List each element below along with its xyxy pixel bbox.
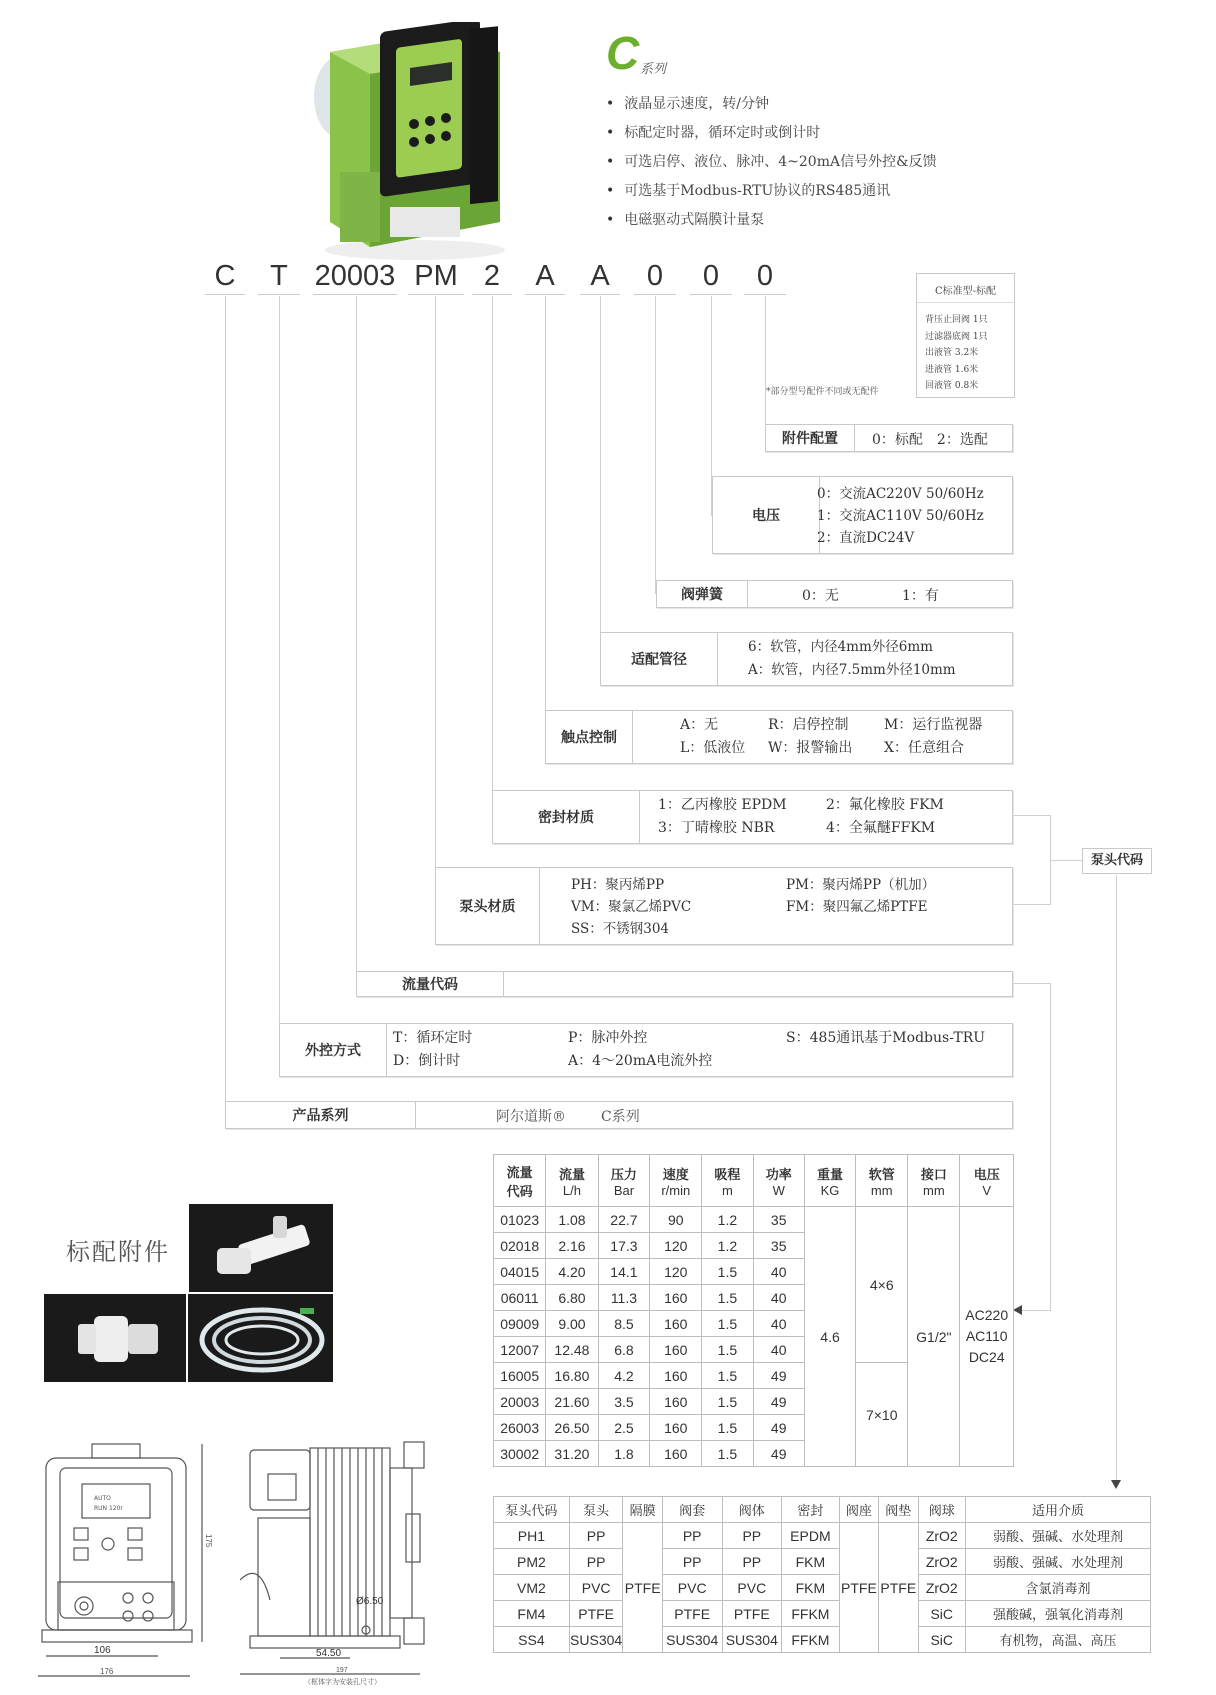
cell-speed: 160: [650, 1311, 702, 1337]
feature-item: • 标配定时器，循环定时或倒计时: [606, 119, 937, 148]
col-header-unit: mm: [870, 1182, 893, 1198]
cell-speed: 160: [650, 1285, 702, 1311]
head-opt: SS：不锈钢304: [571, 921, 670, 937]
control-label: 外控方式: [280, 1024, 387, 1076]
std-config-box: [916, 273, 1015, 398]
seal-opt: 2：氟化橡胶 FKM: [826, 797, 944, 813]
flow-code-label: 流量代码: [357, 972, 504, 996]
contact-opt: W：报警输出: [768, 740, 853, 756]
cell-valve-ball: SiC: [918, 1627, 965, 1653]
cell-code: 16005: [494, 1363, 546, 1389]
seal-opt: 1：乙丙橡胶 EPDM: [658, 797, 787, 813]
series-suffix: 系列: [640, 62, 667, 77]
cell-speed: 120: [650, 1259, 702, 1285]
cell-flow: 4.20: [546, 1259, 598, 1285]
accessories-label: 标配附件: [66, 1238, 170, 1266]
cell-code: 04015: [494, 1259, 546, 1285]
cell-pressure: 1.8: [598, 1441, 650, 1467]
cell-flow: 9.00: [546, 1311, 598, 1337]
col-header: 流量: [558, 1167, 585, 1183]
series-letter: C: [606, 27, 640, 79]
cell-valve-sleeve: PP: [662, 1549, 722, 1575]
cell-valve-body: PVC: [722, 1575, 782, 1601]
cell-head-code: PM2: [494, 1549, 570, 1575]
control-opt: P：脉冲外控: [568, 1030, 648, 1046]
spring-box: [656, 580, 1013, 608]
col-header: 隔膜: [623, 1497, 662, 1523]
cell-speed: 160: [650, 1337, 702, 1363]
head-opt: PH：聚丙烯PP: [571, 877, 665, 893]
dim-106: 106: [94, 1645, 111, 1656]
cell-code: 01023: [494, 1207, 546, 1233]
pumphead-code-tag: 泵头代码: [1082, 848, 1152, 874]
cell-valve-body: PP: [722, 1523, 782, 1549]
col-header-unit: V: [982, 1182, 992, 1198]
tube-box: [600, 632, 1013, 686]
contact-opt: A：无: [680, 717, 719, 733]
voltage-label: 电压: [713, 477, 820, 553]
cell-flow: 31.20: [546, 1441, 598, 1467]
cell-power: 40: [753, 1337, 804, 1363]
cell-medium: 有机物，高温、高压: [966, 1627, 1151, 1653]
cell-medium: 强酸碱，强氧化消毒剂: [966, 1601, 1151, 1627]
feature-item: • 可选启停、液位、脉冲、4~20mA信号外控&反馈: [606, 148, 937, 177]
cell-voltage: AC220 AC110 DC24: [960, 1207, 1014, 1467]
cell-pressure: 11.3: [598, 1285, 650, 1311]
feature-list: [606, 90, 937, 235]
cell-power: 49: [753, 1441, 804, 1467]
head-opt: PM：聚丙烯PP（机加）: [786, 877, 936, 893]
dim-176: 176: [100, 1667, 114, 1676]
tube-label: 适配管径: [601, 633, 718, 685]
std-config-note: *部分型号配件不同或无配件: [766, 387, 879, 397]
contact-label: 触点控制: [546, 711, 633, 763]
control-opt: S：485通讯基于Modbus-TRU: [786, 1030, 986, 1046]
voltage-line: 1：交流AC110V 50/60Hz: [817, 508, 984, 524]
code-accessory: 0: [744, 258, 786, 295]
col-header-unit: mm: [922, 1182, 945, 1198]
flow-code-box: [356, 971, 1013, 997]
cell-pressure: 8.5: [598, 1311, 650, 1337]
spring-label: 阀弹簧: [657, 581, 748, 607]
cell-pressure: 3.5: [598, 1389, 650, 1415]
cell-suction: 1.5: [702, 1389, 753, 1415]
cell-speed: 160: [650, 1441, 702, 1467]
cell-power: 35: [753, 1207, 804, 1233]
cell-suction: 1.5: [702, 1337, 753, 1363]
code-seal: 2: [472, 258, 512, 295]
cell-weight: 4.6: [804, 1207, 855, 1467]
cell-valve-sleeve: PP: [662, 1523, 722, 1549]
voltage-box: [712, 476, 1013, 554]
table-row: [494, 1549, 1151, 1575]
cell-flow: 16.80: [546, 1363, 598, 1389]
code-head: PM: [408, 258, 464, 295]
col-header: 泵头代码: [494, 1497, 570, 1523]
accessory-text: 0：标配 2：选配: [872, 432, 988, 448]
cell-head: PTFE: [569, 1601, 623, 1627]
cell-medium: 含氯消毒剂: [966, 1575, 1151, 1601]
cell-valve-sleeve: PVC: [662, 1575, 722, 1601]
col-header-unit: Bar: [613, 1182, 635, 1198]
cell-seal: FKM: [782, 1549, 840, 1575]
contact-opt: X：任意组合: [884, 740, 964, 756]
spring-opt-1: 1：有: [902, 588, 939, 604]
cell-valve-seat: PTFE: [839, 1523, 878, 1653]
cell-valve-ball: ZrO2: [918, 1575, 965, 1601]
cell-suction: 1.5: [702, 1415, 753, 1441]
col-header: 接口: [920, 1167, 947, 1183]
head-opt: VM：聚氯乙烯PVC: [571, 899, 692, 915]
col-header: 速度: [662, 1167, 689, 1183]
pump-product-image: [310, 22, 520, 262]
cell-valve-sleeve: SUS304: [662, 1627, 722, 1653]
seal-label: 密封材质: [493, 791, 640, 843]
cell-power: 49: [753, 1415, 804, 1441]
cell-power: 40: [753, 1311, 804, 1337]
cell-valve-body: PTFE: [722, 1601, 782, 1627]
cell-suction: 1.5: [702, 1363, 753, 1389]
col-header-unit: 代码: [506, 1184, 533, 1200]
contact-opt: M：运行监视器: [884, 717, 983, 733]
code-contact: A: [525, 258, 565, 295]
cell-seal: EPDM: [782, 1523, 840, 1549]
voltage-line: 2：直流DC24V: [817, 530, 915, 546]
feature-item: • 电磁驱动式隔膜计量泵: [606, 206, 937, 235]
seal-opt: 3：丁晴橡胶 NBR: [658, 820, 775, 836]
cell-code: 20003: [494, 1389, 546, 1415]
std-config-item: 进液管 1.6米: [925, 364, 979, 375]
cell-head: PP: [569, 1523, 623, 1549]
table-row: [494, 1601, 1151, 1627]
cell-valve-ball: SiC: [918, 1601, 965, 1627]
std-config-item: 过滤器底阀 1只: [925, 331, 988, 342]
cell-code: 06011: [494, 1285, 546, 1311]
contact-opt: L：低液位: [680, 740, 746, 756]
std-config-item: 背压止回阀 1只: [925, 315, 988, 325]
front-view-drawing: [38, 1434, 213, 1684]
col-header: 软管: [868, 1167, 895, 1183]
cell-pressure: 14.1: [598, 1259, 650, 1285]
code-voltage: 0: [690, 258, 732, 295]
std-config-item: 出液管 3.2米: [925, 348, 979, 358]
series-text: C系列: [601, 1109, 640, 1125]
col-header: 阀座: [839, 1497, 878, 1523]
cell-pressure: 4.2: [598, 1363, 650, 1389]
accessory-label: 附件配置: [766, 425, 855, 451]
col-header: 阀套: [662, 1497, 722, 1523]
dim-5450: 54.50: [316, 1648, 342, 1659]
spring-opt-0: 0：无: [802, 588, 839, 604]
table-row: [494, 1575, 1151, 1601]
head-table: [493, 1496, 1151, 1653]
control-box: [279, 1023, 1013, 1077]
cell-valve-ball: ZrO2: [918, 1549, 965, 1575]
cell-suction: 1.5: [702, 1285, 753, 1311]
cell-flow: 12.48: [546, 1337, 598, 1363]
drawing-caption: （框体字为安装孔尺寸）: [304, 1678, 381, 1686]
col-header-unit: m: [721, 1182, 733, 1198]
cell-seal: FKM: [782, 1575, 840, 1601]
cell-speed: 160: [650, 1389, 702, 1415]
cell-flow: 26.50: [546, 1415, 598, 1441]
col-header: 重量: [817, 1167, 844, 1183]
cell-flow: 6.80: [546, 1285, 598, 1311]
cell-tube: 4×6: [856, 1207, 908, 1363]
spec-table: [493, 1154, 1014, 1467]
col-header: 适用介质: [966, 1497, 1151, 1523]
cell-valve-sleeve: PTFE: [662, 1601, 722, 1627]
contact-box: [545, 710, 1013, 764]
cell-head-code: SS4: [494, 1627, 570, 1653]
cell-seal: FFKM: [782, 1601, 840, 1627]
voltage-line: 0：交流AC220V 50/60Hz: [817, 486, 984, 502]
series-label: 产品系列: [226, 1102, 416, 1128]
cell-medium: 弱酸、强碱、水处理剂: [966, 1549, 1151, 1575]
cell-tube: 7×10: [856, 1363, 908, 1467]
tube-line: A：软管，内径7.5mm外径10mm: [748, 662, 956, 678]
cell-speed: 160: [650, 1363, 702, 1389]
cell-power: 49: [753, 1389, 804, 1415]
cell-seal: FFKM: [782, 1627, 840, 1653]
code-spring: 0: [634, 258, 676, 295]
cell-head: PVC: [569, 1575, 623, 1601]
cell-code: 02018: [494, 1233, 546, 1259]
tube-line: 6：软管，内径4mm外径6mm: [748, 639, 933, 655]
col-header: 泵头: [569, 1497, 623, 1523]
cell-suction: 1.5: [702, 1259, 753, 1285]
dim-175: 175: [204, 1534, 213, 1548]
table-row: [494, 1523, 1151, 1549]
col-header: 功率: [765, 1167, 792, 1183]
cell-suction: 1.5: [702, 1311, 753, 1337]
col-header: 密封: [782, 1497, 840, 1523]
head-material-box: [435, 867, 1013, 945]
cell-pressure: 17.3: [598, 1233, 650, 1259]
head-opt: FM：聚四氟乙烯PTFE: [786, 899, 928, 915]
cell-head-code: PH1: [494, 1523, 570, 1549]
std-config-title: C标准型-标配: [934, 286, 997, 297]
cell-valve-body: PP: [722, 1549, 782, 1575]
cell-suction: 1.2: [702, 1233, 753, 1259]
col-header-unit: L/h: [562, 1182, 581, 1198]
cell-power: 35: [753, 1233, 804, 1259]
accessory-fitting-photo: [44, 1294, 186, 1382]
col-header: 电压: [973, 1167, 1000, 1183]
code-tube: A: [580, 258, 620, 295]
feature-item: • 液晶显示速度，转/分钟: [606, 90, 937, 119]
cell-speed: 120: [650, 1233, 702, 1259]
head-material-label: 泵头材质: [436, 868, 540, 944]
cell-code: 09009: [494, 1311, 546, 1337]
control-opt: T：循环定时: [393, 1030, 473, 1046]
cell-head: PP: [569, 1549, 623, 1575]
cell-flow: 21.60: [546, 1389, 598, 1415]
cell-flow: 2.16: [546, 1233, 598, 1259]
control-opt: D：倒计时: [393, 1053, 461, 1069]
cell-speed: 160: [650, 1415, 702, 1441]
side-view-drawing: [240, 1430, 460, 1688]
cell-valve-ball: ZrO2: [918, 1523, 965, 1549]
cell-head: SUS304: [569, 1627, 623, 1653]
std-config-item: 回液管 0.8米: [925, 381, 979, 391]
col-header: 阀球: [918, 1497, 965, 1523]
control-opt: A：4～20mA电流外控: [568, 1053, 713, 1069]
table-row: [494, 1627, 1151, 1653]
code-t: T: [258, 258, 300, 295]
cell-medium: 弱酸、强碱、水处理剂: [966, 1523, 1151, 1549]
cell-valve-pad: PTFE: [879, 1523, 918, 1653]
cell-power: 40: [753, 1285, 804, 1311]
cell-pressure: 22.7: [598, 1207, 650, 1233]
seal-opt: 4：全氟醚FFKM: [826, 820, 936, 836]
cell-code: 12007: [494, 1337, 546, 1363]
accessory-box: [765, 424, 1013, 452]
col-header: 吸程: [714, 1167, 741, 1183]
cell-head-code: FM4: [494, 1601, 570, 1627]
cell-code: 26003: [494, 1415, 546, 1441]
seal-box: [492, 790, 1013, 844]
cell-power: 40: [753, 1259, 804, 1285]
cell-flow: 1.08: [546, 1207, 598, 1233]
col-header: 阀垫: [879, 1497, 918, 1523]
col-header: 流量: [506, 1165, 533, 1181]
col-header: 阀体: [722, 1497, 782, 1523]
cell-pressure: 2.5: [598, 1415, 650, 1441]
col-header: 压力: [610, 1167, 637, 1183]
cell-suction: 1.5: [702, 1441, 753, 1467]
cell-port: G1/2": [908, 1207, 960, 1467]
col-header-unit: r/min: [661, 1182, 691, 1198]
cell-code: 30002: [494, 1441, 546, 1467]
cell-head-code: VM2: [494, 1575, 570, 1601]
code-flow: 20003: [313, 258, 397, 295]
col-header-unit: KG: [820, 1182, 840, 1198]
accessory-valve-photo: [189, 1204, 333, 1292]
display-text: AUTO: [94, 1495, 111, 1502]
code-c: C: [205, 258, 245, 295]
display-text: RUN 120r: [94, 1505, 123, 1512]
accessory-tube-photo: [188, 1294, 333, 1382]
dim-650: Ø6.50: [356, 1596, 384, 1607]
cell-pressure: 6.8: [598, 1337, 650, 1363]
cell-speed: 90: [650, 1207, 702, 1233]
feature-item: • 可选基于Modbus-RTU协议的RS485通讯: [606, 177, 937, 206]
col-header-unit: W: [772, 1182, 785, 1198]
table-row: [494, 1207, 1014, 1233]
series-box: [225, 1101, 1013, 1129]
cell-power: 49: [753, 1363, 804, 1389]
dim-197: 197: [336, 1667, 348, 1674]
contact-opt: R：启停控制: [768, 717, 849, 733]
cell-diaphragm: PTFE: [623, 1523, 662, 1653]
series-brand: 阿尔道斯®: [496, 1109, 566, 1125]
cell-valve-body: SUS304: [722, 1627, 782, 1653]
cell-suction: 1.2: [702, 1207, 753, 1233]
